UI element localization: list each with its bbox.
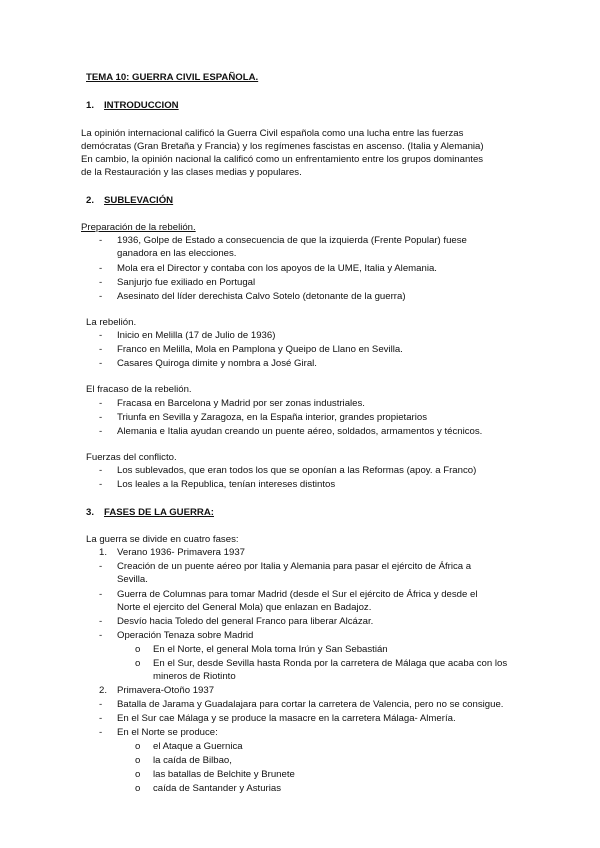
list-dash: - xyxy=(99,235,103,246)
phase-1-title: Verano 1936- Primavera 1937 xyxy=(117,547,245,558)
sub-list-item: la caída de Bilbao, xyxy=(153,755,232,766)
list-item: Asesinato del líder derechista Calvo Sotelo (detonante de la guerra) xyxy=(117,291,406,302)
preparation-title: Preparación de la rebelión. xyxy=(81,222,196,233)
list-dash: - xyxy=(99,358,103,369)
list-item: 1936, Golpe de Estado a consecuencia de que la izquierda (Frente Popular) fuese xyxy=(117,235,467,246)
section-2-number: 2. xyxy=(86,195,95,206)
section-1-heading: INTRODUCCION xyxy=(104,100,179,111)
list-item: En el Norte se produce: xyxy=(117,727,218,738)
list-item: Mola era el Director y contaba con los apoyos de la UME, Italia y Alemania. xyxy=(117,263,437,274)
list-dash: - xyxy=(99,479,103,490)
list-dash: - xyxy=(99,727,103,738)
list-dash: - xyxy=(99,426,103,437)
list-item: Fracasa en Barcelona y Madrid por ser zonas industriales. xyxy=(117,398,365,409)
list-dash: - xyxy=(99,465,103,476)
list-dash: - xyxy=(99,398,103,409)
phase-2-number: 2. xyxy=(99,685,108,696)
circle-bullet: o xyxy=(135,741,141,752)
list-item: Creación de un puente aéreo por Italia y Alemania para pasar el ejército de África a xyxy=(117,561,472,572)
list-item: Triunfa en Sevilla y Zaragoza, en la España interior, grandes propietarios xyxy=(117,412,428,423)
list-item: Franco en Melilla, Mola en Pamplona y Queipo de Llano en Sevilla. xyxy=(117,344,403,355)
list-dash: - xyxy=(99,412,103,423)
list-dash: - xyxy=(99,616,103,627)
list-item: Alemania e Italia ayudan creando un puente aéreo, soldados, armamentos y técnicos. xyxy=(117,426,483,437)
section-3-number: 3. xyxy=(86,507,95,518)
document-title: TEMA 10: GUERRA CIVIL ESPAÑOLA. xyxy=(86,72,259,83)
list-item: Casares Quiroga dimite y nombra a José Giral. xyxy=(117,358,317,369)
sub-list-item: las batallas de Belchite y Brunete xyxy=(153,769,295,780)
list-dash: - xyxy=(99,277,103,288)
forces-title: Fuerzas del conflicto. xyxy=(86,452,177,463)
sub-list-item: En el Sur, desde Sevilla hasta Ronda por la carretera de Málaga que acaba con los xyxy=(153,658,508,669)
list-dash: - xyxy=(99,589,103,600)
list-item: Los sublevados, que eran todos los que se oponían a las Reformas (apoy. a Franco) xyxy=(117,465,477,476)
list-dash: - xyxy=(99,561,103,572)
intro-line-1: La opinión internacional calificó la Guerra Civil española como una lucha entre las fuerzas xyxy=(81,128,464,139)
sub-list-item: mineros de Riotinto xyxy=(153,671,236,682)
list-dash: - xyxy=(99,291,103,302)
phases-intro: La guerra se divide en cuatro fases: xyxy=(86,534,239,545)
list-dash: - xyxy=(99,699,103,710)
list-item: Guerra de Columnas para tomar Madrid (desde el Sur el ejército de África y desde el xyxy=(117,589,478,600)
list-item: Sanjurjo fue exiliado en Portugal xyxy=(117,277,256,288)
rebellion-title: La rebelión. xyxy=(86,317,137,328)
circle-bullet: o xyxy=(135,658,141,669)
list-dash: - xyxy=(99,330,103,341)
circle-bullet: o xyxy=(135,644,141,655)
circle-bullet: o xyxy=(135,783,141,794)
intro-line-4: de la Restauración y las clases medias y populares. xyxy=(81,167,302,178)
list-dash: - xyxy=(99,630,103,641)
phase-2-title: Primavera-Otoño 1937 xyxy=(117,685,215,696)
sub-list-item: el Ataque a Guernica xyxy=(153,741,243,752)
circle-bullet: o xyxy=(135,755,141,766)
section-2-heading: SUBLEVACIÓN xyxy=(104,195,174,206)
list-item: Operación Tenaza sobre Madrid xyxy=(117,630,254,641)
sub-list-item: caída de Santander y Asturias xyxy=(153,783,281,794)
intro-line-2: demócratas (Gran Bretaña y Francia) y los regímenes fascistas en ascenso. (Italia y Alemania) xyxy=(81,141,484,152)
section-1-number: 1. xyxy=(86,100,95,111)
list-dash: - xyxy=(99,344,103,355)
list-item: Norte el ejercito del General Mola) que enlazan en Badajoz. xyxy=(117,602,372,613)
intro-line-3: En cambio, la opinión nacional la calificó como un enfrentamiento entre los grupos dominantes xyxy=(81,154,484,165)
list-item: Los leales a la Republica, tenían intereses distintos xyxy=(117,479,336,490)
list-dash: - xyxy=(99,713,103,724)
phase-1-number: 1. xyxy=(99,547,108,558)
section-3-heading: FASES DE LA GUERRA: xyxy=(104,507,214,518)
circle-bullet: o xyxy=(135,769,141,780)
list-item: ganadora en las elecciones. xyxy=(117,248,237,259)
list-item: En el Sur cae Málaga y se produce la masacre en la carretera Málaga- Almería. xyxy=(117,713,456,724)
list-dash: - xyxy=(99,263,103,274)
failure-title: El fracaso de la rebelión. xyxy=(86,384,192,395)
list-item: Inicio en Melilla (17 de Julio de 1936) xyxy=(117,330,276,341)
list-item: Desvío hacia Toledo del general Franco para liberar Alcázar. xyxy=(117,616,374,627)
list-item: Sevilla. xyxy=(117,574,148,585)
list-item: Batalla de Jarama y Guadalajara para cortar la carretera de Valencia, pero no se consigue. xyxy=(117,699,504,710)
sub-list-item: En el Norte, el general Mola toma Irún y San Sebastián xyxy=(153,644,388,655)
